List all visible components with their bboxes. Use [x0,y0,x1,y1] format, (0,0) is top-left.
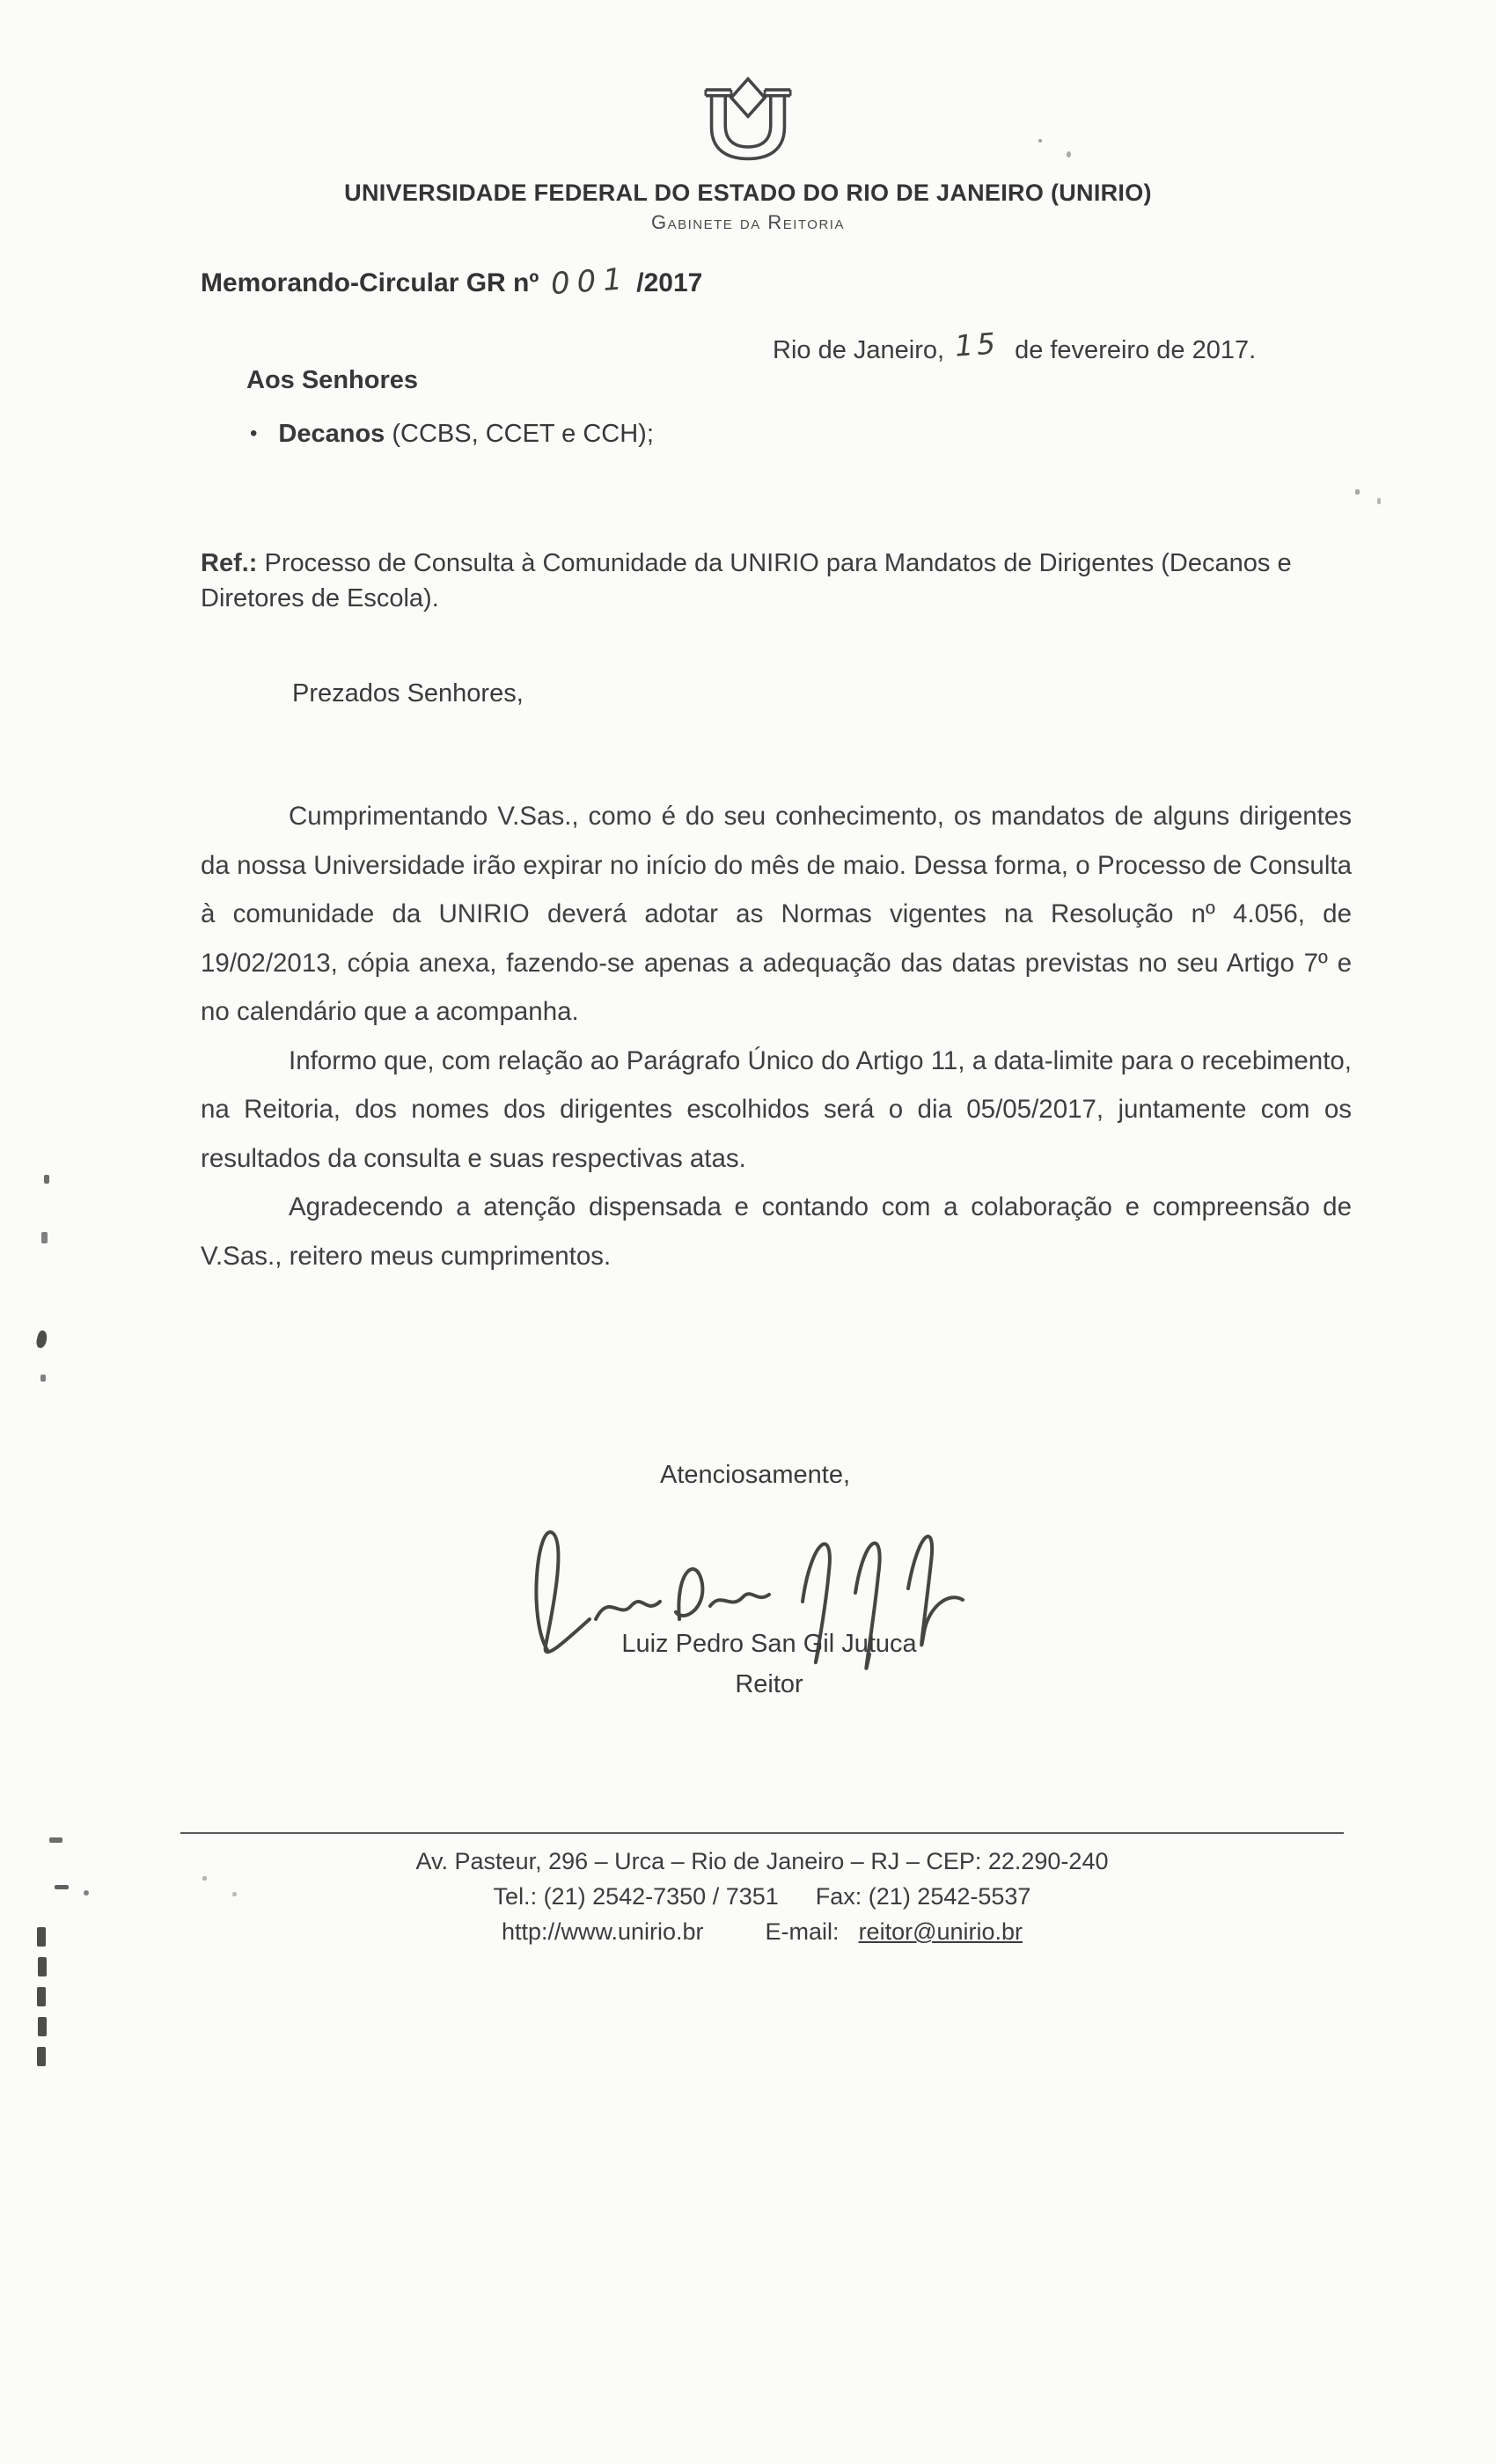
scan-artifact [55,1885,69,1889]
memo-number-line [201,260,703,303]
memo-label-suffix: /2017 [636,268,703,297]
signer-name: Luiz Pedro San Gil Jutuca [621,1630,917,1658]
memo-label-prefix: Memorando-Circular GR nº [201,268,539,297]
letterhead [0,76,1496,234]
reference-label: Ref.: [201,549,258,577]
office-name: Gabinete da Reitoria [651,211,845,233]
footer-divider [180,1832,1344,1834]
footer-web-line [180,1918,1344,1946]
reference-block [201,546,1371,616]
recipient-list-item [250,420,654,449]
scan-artifact [37,1987,46,2006]
unirio-logo-icon [699,76,797,169]
body-paragraph-2: Informo que, com relação ao Parágrafo Único do Artigo 11, a data-limite para o recebimento, na Reitoria, dos nomes dos dirigentes escolhidos será o dia 05/05/2017, juntamente com os resultados da consulta e suas respectivas atas. [201,1045,1352,1173]
recipient-rest: (CCBS, CCET e CCH); [385,420,654,448]
signer-title: Reitor [735,1670,803,1698]
scan-artifact [1377,498,1381,504]
scan-artifact [232,1892,237,1896]
footer-block [180,1832,1344,1946]
scan-artifact [44,1175,49,1184]
recipients-block [246,366,654,449]
scan-artifact [37,1927,46,1947]
body-paragraph-3: Agradecendo a atenção dispensada e contando com a colaboração e compreensão de V.Sas., reitero meus cumprimentos. [201,1192,1352,1271]
footer-phone: Tel.: (21) 2542-7350 / 7351 [493,1883,779,1910]
bullet-icon: • [250,422,258,445]
scan-artifact [41,1232,48,1243]
memo-number-handwritten: 001 [550,260,631,303]
scan-artifact [49,1837,62,1843]
footer-email: reitor@unirio.br [858,1918,1023,1945]
body-text [201,792,1352,1280]
scan-artifact [38,2017,47,2036]
footer-website: http://www.unirio.br [501,1918,704,1945]
scan-artifact [1355,489,1360,495]
salutation: Prezados Senhores, [292,679,524,708]
scan-artifact [1038,139,1042,143]
date-day-handwritten: 15 [953,326,1001,363]
scan-artifact [35,1330,49,1349]
scan-artifact [84,1890,89,1896]
recipients-heading: Aos Senhores [246,366,418,394]
footer-fax: Fax: (21) 2542-5537 [815,1883,1031,1910]
scan-artifact [37,2047,46,2066]
dateline-suffix: de fevereiro de 2017. [1015,336,1257,364]
reference-text: Processo de Consulta à Comunidade da UNIRIO para Mandatos de Dirigentes (Decanos e Diretores de Escola). [201,549,1292,612]
scan-artifact [1067,151,1071,158]
footer-email-label: E-mail: [765,1918,840,1945]
dateline-prefix: Rio de Janeiro, [773,336,945,364]
scan-artifact [38,1957,47,1976]
footer-address: Av. Pasteur, 296 – Urca – Rio de Janeiro – RJ – CEP: 22.290-240 [415,1848,1109,1874]
body-paragraph-1: Cumprimentando V.Sas., como é do seu conhecimento, os mandatos de alguns dirigentes da nossa Universidade irão expirar no início do mês de maio. Dessa forma, o Processo de Consulta à comunidade da UNIRIO deverá adotar as Normas vigentes na Resolução nº 4.056, de 19/02/2013, cópia anexa, fazendo-se apenas a adequação das datas previstas no seu Artigo 7º e no calendário que a acompanha. [201,802,1352,1026]
university-name: UNIVERSIDADE FEDERAL DO ESTADO DO RIO DE JANEIRO (UNIRIO) [344,180,1152,206]
scan-artifact [202,1876,207,1881]
footer-contact-line [180,1883,1344,1910]
scan-artifact [40,1375,46,1382]
closing: Atenciosamente, [660,1461,851,1489]
recipient-bold: Decanos [278,420,385,448]
dateline [773,327,1256,365]
